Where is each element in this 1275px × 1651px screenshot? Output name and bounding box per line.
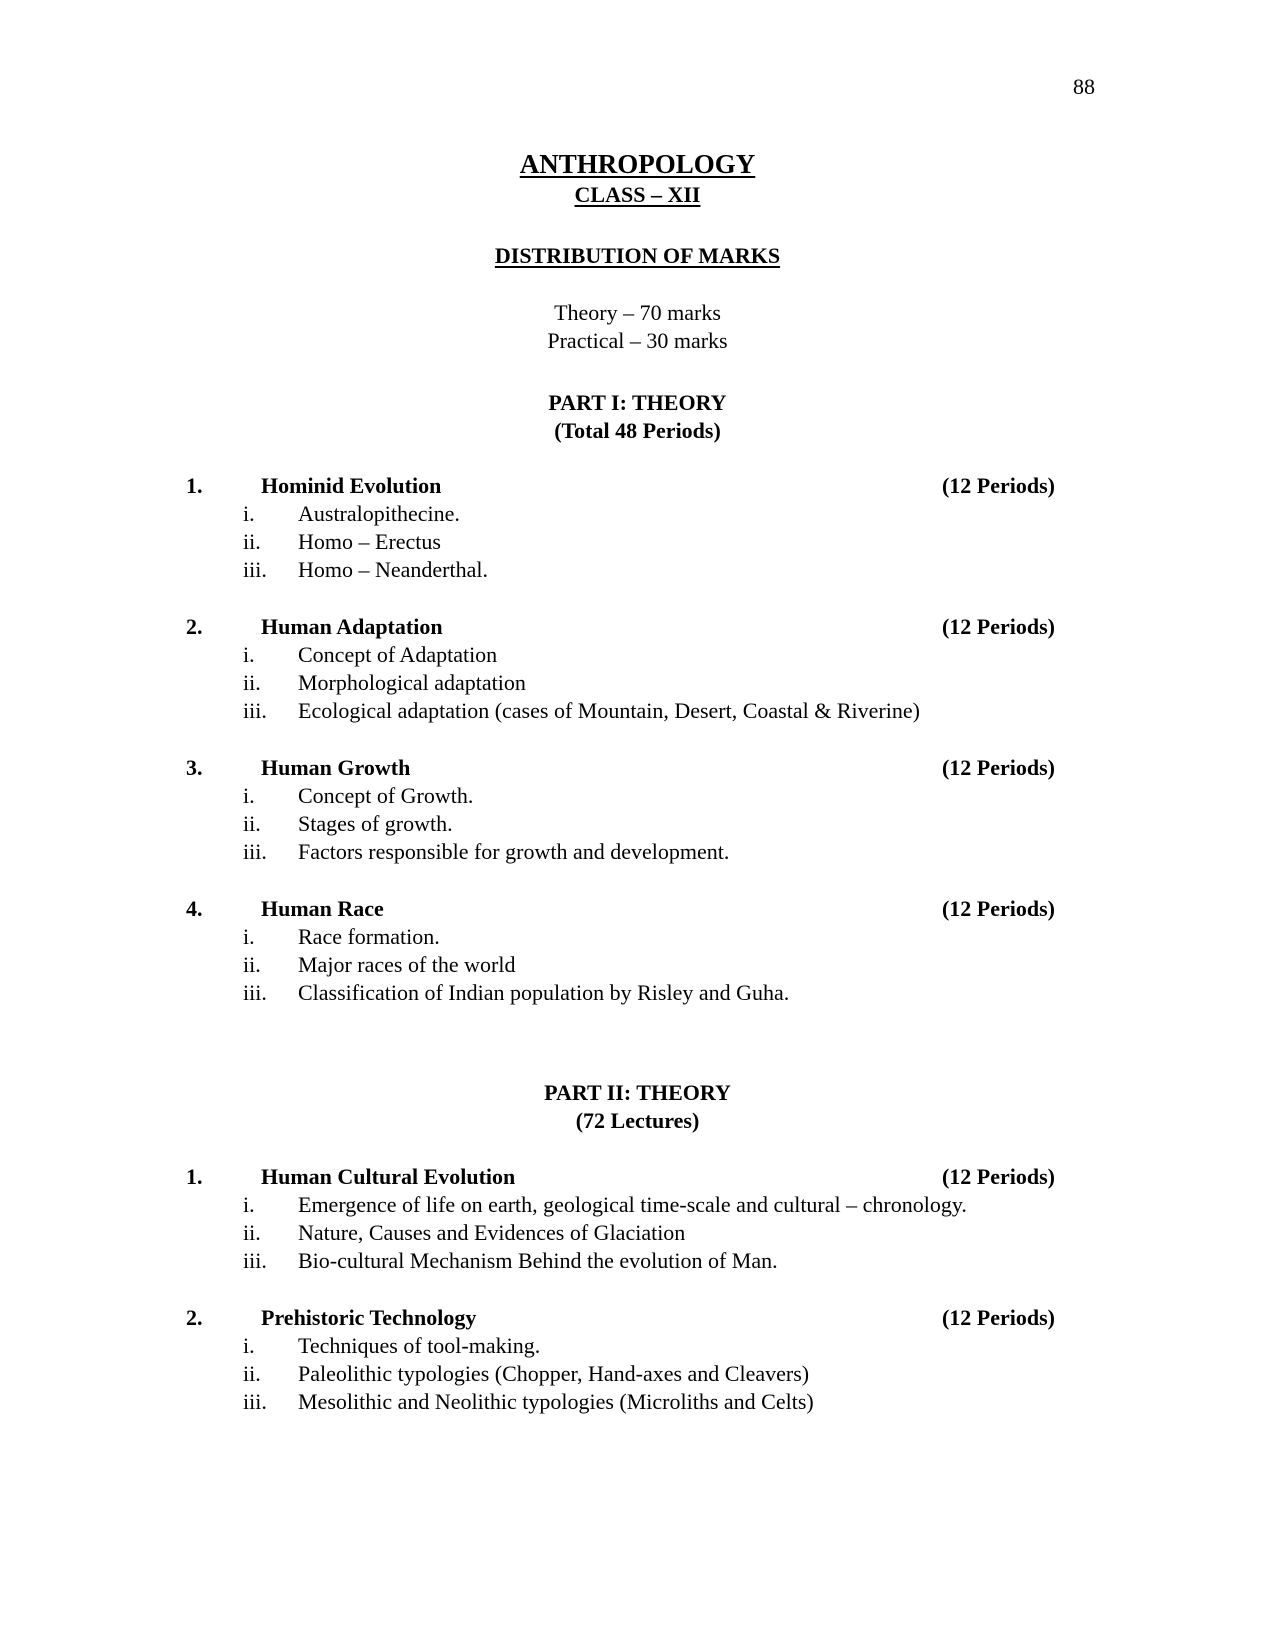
item-number: ii. — [243, 952, 261, 977]
item-number: i. — [243, 783, 255, 808]
item-number: iii. — [243, 1389, 267, 1414]
item-number: iii. — [243, 1248, 267, 1273]
item-text: Major races of the world — [298, 952, 516, 977]
part1-title: PART I: THEORY — [548, 390, 727, 415]
item-number: iii. — [243, 698, 267, 723]
item-text: Concept of Adaptation — [298, 642, 498, 667]
item-number: i. — [243, 1333, 255, 1358]
item-number: i. — [243, 924, 255, 949]
section-number: 2. — [186, 1305, 203, 1330]
part2-title: PART II: THEORY — [544, 1080, 731, 1105]
section-number: 2. — [186, 614, 203, 639]
item-text: Emergence of life on earth, geological time-scale and cultural – chronology. — [298, 1192, 967, 1217]
class-label: CLASS – XII — [574, 182, 701, 207]
item-number: ii. — [243, 1220, 261, 1245]
item-text: Nature, Causes and Evidences of Glaciation — [298, 1220, 686, 1245]
section-title: Hominid Evolution — [261, 473, 442, 498]
item-number: ii. — [243, 529, 261, 554]
item-text: Homo – Erectus — [298, 529, 441, 554]
section-number: 3. — [186, 755, 203, 780]
item-number: iii. — [243, 839, 267, 864]
item-number: i. — [243, 1192, 255, 1217]
item-text: Ecological adaptation (cases of Mountain, Desert, Coastal & Riverine) — [298, 698, 920, 723]
section-number: 1. — [186, 1164, 203, 1189]
item-text: Paleolithic typologies (Chopper, Hand-axes and Cleavers) — [298, 1361, 810, 1386]
item-text: Techniques of tool-making. — [298, 1333, 541, 1358]
item-number: i. — [243, 501, 255, 526]
item-text: Bio-cultural Mechanism Behind the evolution of Man. — [298, 1248, 778, 1273]
section-number: 1. — [186, 473, 203, 498]
page-number: 88 — [1073, 74, 1095, 99]
section-title: Human Cultural Evolution — [261, 1164, 516, 1189]
section-title: Human Adaptation — [261, 614, 443, 639]
section-periods: (12 Periods) — [941, 1305, 1055, 1330]
item-number: ii. — [243, 670, 261, 695]
section-periods: (12 Periods) — [941, 1164, 1055, 1189]
document-title: ANTHROPOLOGY — [519, 149, 756, 179]
part1-subtitle: (Total 48 Periods) — [554, 418, 721, 443]
section-title: Human Race — [261, 896, 384, 921]
item-text: Australopithecine. — [298, 501, 460, 526]
item-number: ii. — [243, 811, 261, 836]
item-text: Morphological adaptation — [298, 670, 526, 695]
item-text: Stages of growth. — [298, 811, 453, 836]
section-periods: (12 Periods) — [941, 614, 1055, 639]
section-title: Prehistoric Technology — [261, 1305, 477, 1330]
item-text: Race formation. — [298, 924, 440, 949]
item-text: Homo – Neanderthal. — [298, 557, 488, 582]
section-periods: (12 Periods) — [941, 473, 1055, 498]
item-text: Concept of Growth. — [298, 783, 474, 808]
item-number: iii. — [243, 980, 267, 1005]
item-number: iii. — [243, 557, 267, 582]
distribution-heading: DISTRIBUTION OF MARKS — [494, 243, 781, 268]
section-periods: (12 Periods) — [941, 896, 1055, 921]
section-title: Human Growth — [261, 755, 411, 780]
section-periods: (12 Periods) — [941, 755, 1055, 780]
item-text: Factors responsible for growth and development. — [298, 839, 730, 864]
section-number: 4. — [186, 896, 203, 921]
theory-marks: Theory – 70 marks — [554, 300, 721, 325]
item-text: Classification of Indian population by Risley and Guha. — [298, 980, 790, 1005]
item-number: i. — [243, 642, 255, 667]
item-text: Mesolithic and Neolithic typologies (Microliths and Celts) — [298, 1389, 814, 1414]
item-number: ii. — [243, 1361, 261, 1386]
practical-marks: Practical – 30 marks — [547, 328, 728, 353]
part2-subtitle: (72 Lectures) — [575, 1108, 700, 1133]
